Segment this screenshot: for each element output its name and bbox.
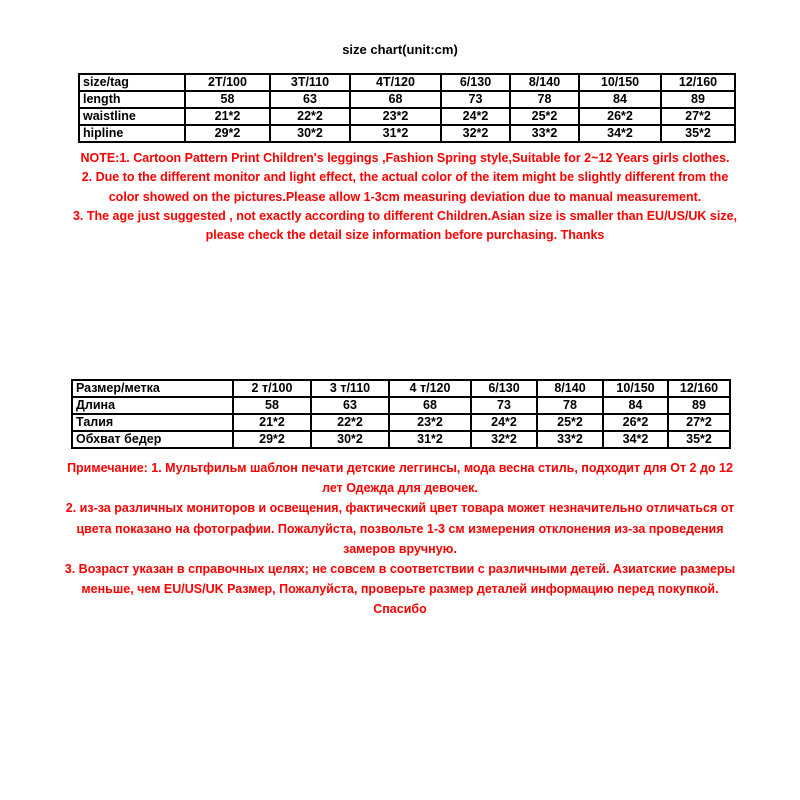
table-cell: 29*2 (233, 431, 311, 448)
table-cell: 31*2 (350, 125, 441, 142)
table-cell: 27*2 (668, 414, 730, 431)
table-cell: 73 (441, 91, 510, 108)
table-cell: 78 (537, 397, 603, 414)
header-cell: 2 т/100 (233, 380, 311, 397)
table-cell: 84 (579, 91, 661, 108)
header-cell: 4T/120 (350, 74, 441, 91)
table-cell: 23*2 (350, 108, 441, 125)
table-cell: 26*2 (603, 414, 668, 431)
table-cell: 27*2 (661, 108, 735, 125)
table-cell: 58 (185, 91, 270, 108)
table-cell: 26*2 (579, 108, 661, 125)
header-cell: 3T/110 (270, 74, 350, 91)
table-cell: 73 (471, 397, 537, 414)
table-cell: 30*2 (270, 125, 350, 142)
table-cell: 32*2 (471, 431, 537, 448)
table-cell: 89 (661, 91, 735, 108)
table-cell: 68 (350, 91, 441, 108)
table-cell: 24*2 (441, 108, 510, 125)
table-cell: 22*2 (311, 414, 389, 431)
header-cell: 12/160 (668, 380, 730, 397)
table-cell: 24*2 (471, 414, 537, 431)
table-cell: 63 (270, 91, 350, 108)
table-cell: 68 (389, 397, 471, 414)
header-cell: 4 т/120 (389, 380, 471, 397)
note-item: Примечание: 1. Мультфильм шаблон печати детские леггинсы, мода весна стиль, подходит для От 2 до 12 лет Одежда для девочек. (67, 461, 733, 496)
header-cell: 10/150 (579, 74, 661, 91)
table-cell: 34*2 (579, 125, 661, 142)
header-cell: 12/160 (661, 74, 735, 91)
table-cell: 58 (233, 397, 311, 414)
notes-ru (62, 458, 738, 620)
table-cell: 33*2 (510, 125, 579, 142)
table-header-row (79, 74, 735, 91)
note-item: 2. из-за различных мониторов и освещения, фактический цвет товара может незначительно отличаться от цвета показано на фотографии. Пожалуйста, позвольте 1-3 см измерения отклонения из-за проведения замеров вручную. (65, 501, 735, 556)
header-cell: 8/140 (510, 74, 579, 91)
row-label: hipline (79, 125, 185, 142)
table-cell: 33*2 (537, 431, 603, 448)
table-header-row (72, 380, 730, 397)
table-cell: 63 (311, 397, 389, 414)
table-cell: 78 (510, 91, 579, 108)
row-label: Длина (72, 397, 233, 414)
table-cell: 23*2 (389, 414, 471, 431)
table-cell: 32*2 (441, 125, 510, 142)
table-cell: 89 (668, 397, 730, 414)
table-cell: 25*2 (510, 108, 579, 125)
notes-en (70, 149, 740, 245)
header-cell: 2T/100 (185, 74, 270, 91)
header-cell: 6/130 (441, 74, 510, 91)
table-cell: 21*2 (233, 414, 311, 431)
table-row (72, 431, 730, 448)
table-cell: 22*2 (270, 108, 350, 125)
header-cell: 6/130 (471, 380, 537, 397)
table-row (79, 91, 735, 108)
header-cell: 10/150 (603, 380, 668, 397)
table-cell: 25*2 (537, 414, 603, 431)
size-chart-title: size chart(unit:cm) (342, 42, 458, 57)
table-cell: 35*2 (668, 431, 730, 448)
table-cell: 30*2 (311, 431, 389, 448)
header-cell: Размер/метка (72, 380, 233, 397)
note-item: 3. Возраст указан в справочных целях; не совсем в соответствии с различными детей. Азиатские размеры меньше, чем EU/US/UK Размер, Пожалуйста, проверьте размер деталей информацию перед покупкой. Спасибо (64, 562, 736, 617)
table-row (79, 125, 735, 142)
note-item: 3. The age just suggested , not exactly according to different Children.Asian size is smaller than EU/US/UK size, please check the detail size information before purchasing. Thanks (72, 208, 738, 243)
table-cell: 34*2 (603, 431, 668, 448)
table-row (72, 414, 730, 431)
table-cell: 31*2 (389, 431, 471, 448)
row-label: Обхват бедер (72, 431, 233, 448)
row-label: waistline (79, 108, 185, 125)
header-cell: 8/140 (537, 380, 603, 397)
note-item: NOTE:1. Cartoon Pattern Print Children's leggings ,Fashion Spring style,Suitable for 2~12 Years girls clothes. (80, 151, 730, 165)
row-label: Талия (72, 414, 233, 431)
header-cell: 3 т/110 (311, 380, 389, 397)
row-label: length (79, 91, 185, 108)
size-table-en (78, 73, 736, 143)
table-cell: 21*2 (185, 108, 270, 125)
table-row (79, 108, 735, 125)
note-item: 2. Due to the different monitor and light effect, the actual color of the item might be slightly different from the color showed on the pictures.Please allow 1-3cm measuring deviation due to manual measurement. (81, 170, 729, 204)
table-cell: 29*2 (185, 125, 270, 142)
table-cell: 35*2 (661, 125, 735, 142)
size-table-ru (71, 379, 731, 449)
table-row (72, 397, 730, 414)
table-cell: 84 (603, 397, 668, 414)
header-cell: size/tag (79, 74, 185, 91)
